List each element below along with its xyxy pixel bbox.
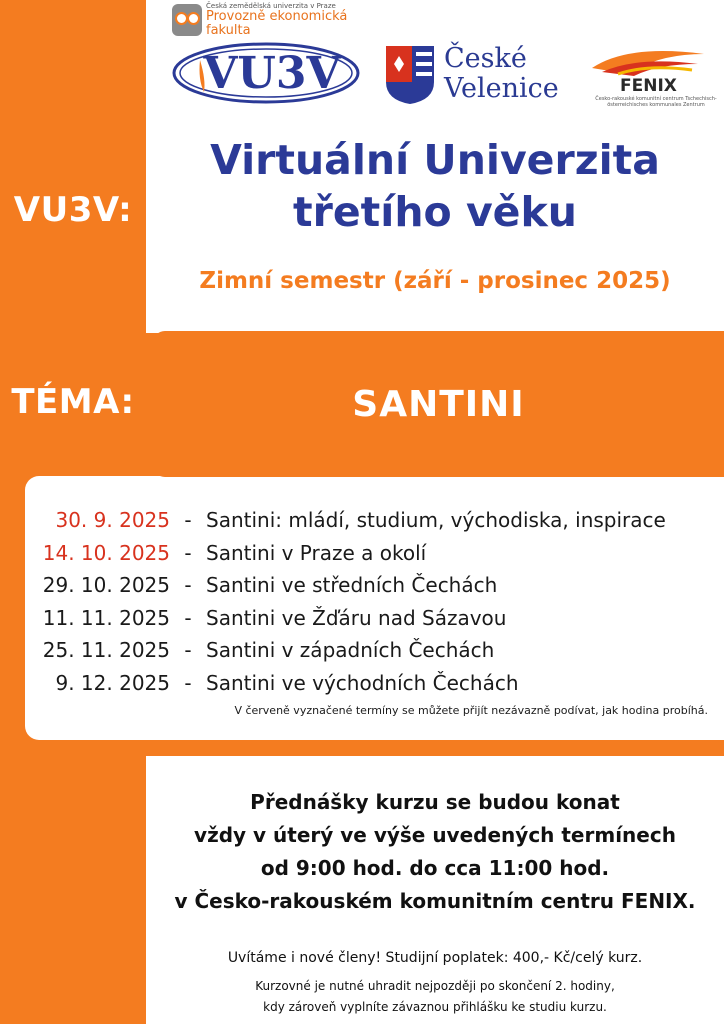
schedule-topic: Santini ve Žďáru nad Sázavou [206,605,507,630]
schedule-date: 25. 11. 2025 [42,638,170,663]
schedule-dash: - [184,508,192,533]
semester-subtitle: Zimní semestr (září - prosinec 2025) [199,268,671,294]
schedule-dash: - [184,638,192,663]
schedule-topic: Santini v západních Čechách [206,638,495,663]
fenix-subtitle: Česko-rakouské komunitní centrum Tschechisch-österreichisches kommunales Zentrum [595,96,717,108]
topic-banner [153,331,724,477]
highlight-note: V červeně vyznačené termíny se můžete přijít nezávazně podívat, jak hodina probíhá. [234,704,708,717]
page-title: Virtuální Univerzita třetího věku [210,136,660,236]
schedule-date: 29. 10. 2025 [42,573,170,598]
schedule-dash: - [184,573,192,598]
schedule-list [30,504,720,699]
schedule-date: 30. 9. 2025 [55,508,170,533]
schedule-dash: - [184,540,192,565]
vu3v-logo-text: VU3V [203,48,341,99]
vu3v-logo [170,40,362,106]
schedule-row [30,602,720,635]
fenix-logo [584,44,724,114]
fenix-wing-icon [588,44,708,78]
schedule-date: 9. 12. 2025 [55,670,170,695]
schedule-topic: Santini ve středních Čechách [206,573,498,598]
fee-info: Uvítáme i nové členy! Studijní poplatek: 400,- Kč/celý kurz. [227,950,643,966]
fenix-name: FENIX [620,76,677,96]
ceske-velenice-crest [384,44,436,106]
vu3v-side-label: VU3V: [13,190,133,230]
schedule-topic: Santini: mládí, studium, východiska, inspirace [206,508,666,533]
schedule-dash: - [184,670,192,695]
schedule-row [30,634,720,667]
schedule-row [30,667,720,700]
ceske-velenice-name: České Velenice [444,43,559,104]
schedule-topic: Santini ve východních Čechách [206,670,519,695]
faculty-name: Provozně ekonomická fakulta [206,9,348,38]
topic-side-label: TÉMA: [11,382,135,422]
schedule-topic: Santini v Praze a okolí [206,540,427,565]
lecture-info: Přednášky kurzu se budou konat vždy v úterý ve výše uvedených termínech od 9:00 hod. do cca 11:00 hod. v Česko-rakouském komunitním centru FENIX. [174,790,696,913]
schedule-date: 14. 10. 2025 [42,540,170,565]
payment-info: Kurzovné je nutné uhradit nejpozději po skončení 2. hodiny, kdy zároveň vyplníte závaznou přihlášku ke studiu kurzu. [255,979,615,1014]
schedule-row [30,569,720,602]
schedule-dash: - [184,605,192,630]
university-logo [172,2,372,38]
schedule-row [30,537,720,570]
schedule-row [30,504,720,537]
university-name-small: Česká zemědělská univerzita v Praze [206,2,336,10]
schedule-date: 11. 11. 2025 [42,605,170,630]
owl-icon [172,4,202,36]
topic-title: SANTINI [352,383,525,425]
